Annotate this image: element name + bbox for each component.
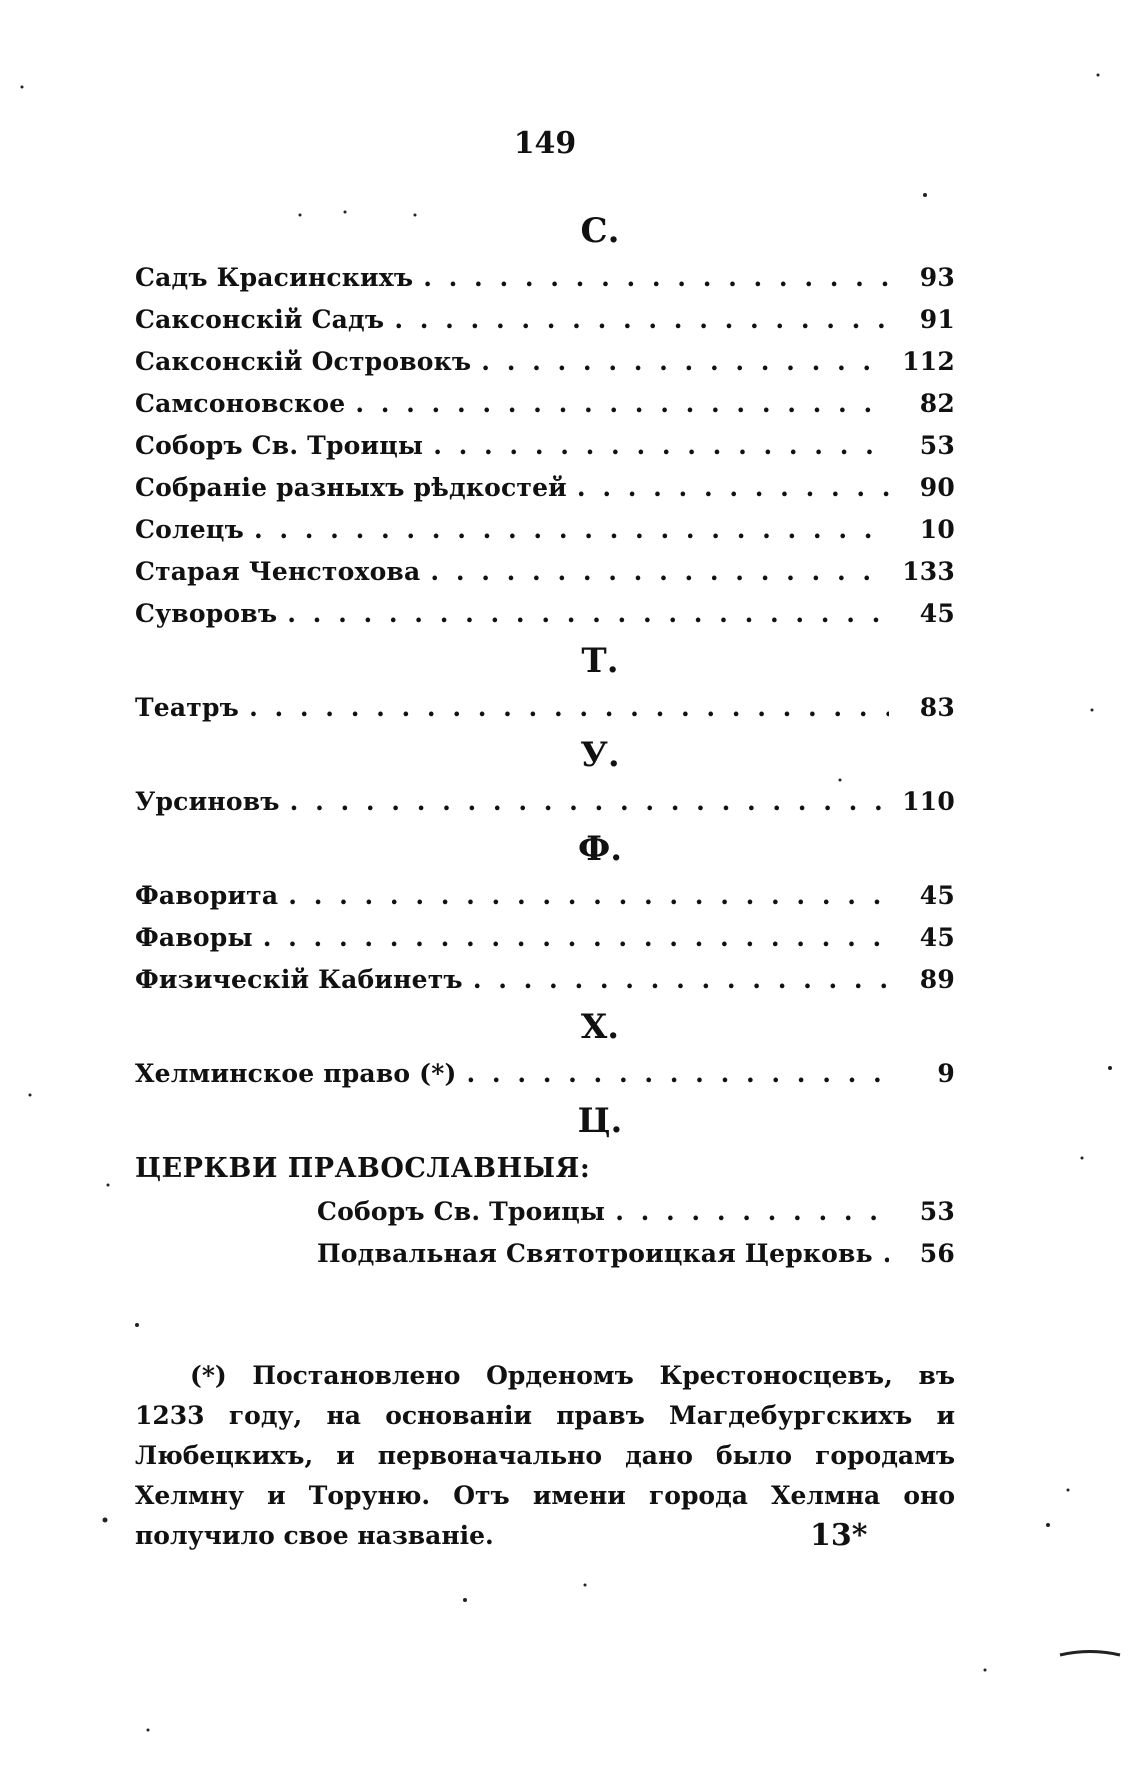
index-entry xyxy=(135,509,955,551)
entry-page: 45 xyxy=(919,599,955,628)
section-letter-ts: Ц. xyxy=(577,1101,623,1141)
entry-page: 110 xyxy=(902,787,955,816)
dot-leader xyxy=(394,299,889,341)
section-letter-u: У. xyxy=(580,735,620,775)
entry-page: 93 xyxy=(919,263,955,292)
index-entry xyxy=(135,467,955,509)
signature-mark: 13* xyxy=(810,1518,868,1553)
index-entry xyxy=(135,551,955,593)
section-letter-kh: Х. xyxy=(580,1007,620,1047)
dot-leader xyxy=(615,1191,889,1233)
entry-page: 45 xyxy=(919,881,955,910)
dot-leader xyxy=(254,509,889,551)
dot-leader xyxy=(433,425,889,467)
entry-label: Театръ xyxy=(135,693,240,722)
entry-label: Соборъ Св. Троицы xyxy=(135,431,424,460)
index-entry xyxy=(135,425,955,467)
dot-leader xyxy=(430,551,889,593)
dot-leader xyxy=(290,781,889,823)
index-entry xyxy=(135,341,955,383)
dot-leader xyxy=(355,383,889,425)
index-entry xyxy=(135,959,955,1001)
dot-leader xyxy=(249,687,889,729)
entry-label: Физическій Кабинетъ xyxy=(135,965,463,994)
index-entry xyxy=(135,1053,955,1095)
section-letter-f: Ф. xyxy=(577,829,623,869)
index-entry xyxy=(135,299,955,341)
entry-page: 45 xyxy=(919,923,955,952)
index-sub-entry xyxy=(135,1233,955,1275)
entry-page: 89 xyxy=(919,965,955,994)
index-entry xyxy=(135,781,955,823)
entry-label: Солецъ xyxy=(135,515,244,544)
page-number: 149 xyxy=(513,126,577,161)
index-entry xyxy=(135,917,955,959)
entry-page: 91 xyxy=(919,305,955,334)
entry-label: Саксонскій Островокъ xyxy=(135,347,472,376)
dot-leader xyxy=(481,341,889,383)
dot-leader xyxy=(288,875,889,917)
entry-page: 83 xyxy=(919,693,955,722)
entry-label: Собраніе разныхъ рѣдкостей xyxy=(135,473,567,502)
entry-label: Подвальная Святотроицкая Церковь xyxy=(317,1239,873,1268)
entry-label: Соборъ Св. Троицы xyxy=(317,1197,606,1226)
index-entry xyxy=(135,257,955,299)
dot-leader xyxy=(473,959,889,1001)
entry-page: 53 xyxy=(919,1197,955,1226)
entry-label: Фаворы xyxy=(135,923,253,952)
dot-leader xyxy=(263,917,889,959)
entry-page: 133 xyxy=(902,557,955,586)
group-heading: ЦЕРКВИ ПРАВОСЛАВНЫЯ: xyxy=(135,1153,591,1184)
entry-page: 53 xyxy=(919,431,955,460)
entry-page: 90 xyxy=(919,473,955,502)
entry-label: Фаворита xyxy=(135,881,279,910)
entry-page: 9 xyxy=(937,1059,955,1088)
entry-label: Самсоновское xyxy=(135,389,346,418)
dot-leader xyxy=(467,1053,889,1095)
index-entry xyxy=(135,875,955,917)
dot-leader xyxy=(287,593,889,635)
section-letter-t: Т. xyxy=(581,641,619,681)
entry-label: Хелминское право (*) xyxy=(135,1059,457,1088)
dot-leader xyxy=(577,467,889,509)
entry-page: 82 xyxy=(919,389,955,418)
dot-leader xyxy=(883,1233,889,1275)
entry-page: 112 xyxy=(902,347,955,376)
entry-page: 56 xyxy=(919,1239,955,1268)
index-sub-entry xyxy=(135,1191,955,1233)
footnote: (*) Постановлено Орденомъ Крестоносцевъ, въ 1233 году, на основаніи правъ Магдебургскихъ и Любецкихъ, и первоначально дано было городамъ Хелмну и Торуню. Отъ имени города Хелмна оно получило свое названіе. xyxy=(135,1361,955,1550)
entry-label: Садъ Красинскихъ xyxy=(135,263,414,292)
index-entry xyxy=(135,383,955,425)
index-entry xyxy=(135,687,955,729)
entry-page: 10 xyxy=(919,515,955,544)
index-content xyxy=(135,205,955,1275)
entry-label: Урсиновъ xyxy=(135,787,280,816)
section-letter-s: С. xyxy=(580,211,620,251)
index-entry xyxy=(135,593,955,635)
entry-label: Саксонскій Садъ xyxy=(135,305,385,334)
entry-label: Суворовъ xyxy=(135,599,278,628)
dot-leader xyxy=(423,257,889,299)
entry-label: Старая Ченстохова xyxy=(135,557,421,586)
